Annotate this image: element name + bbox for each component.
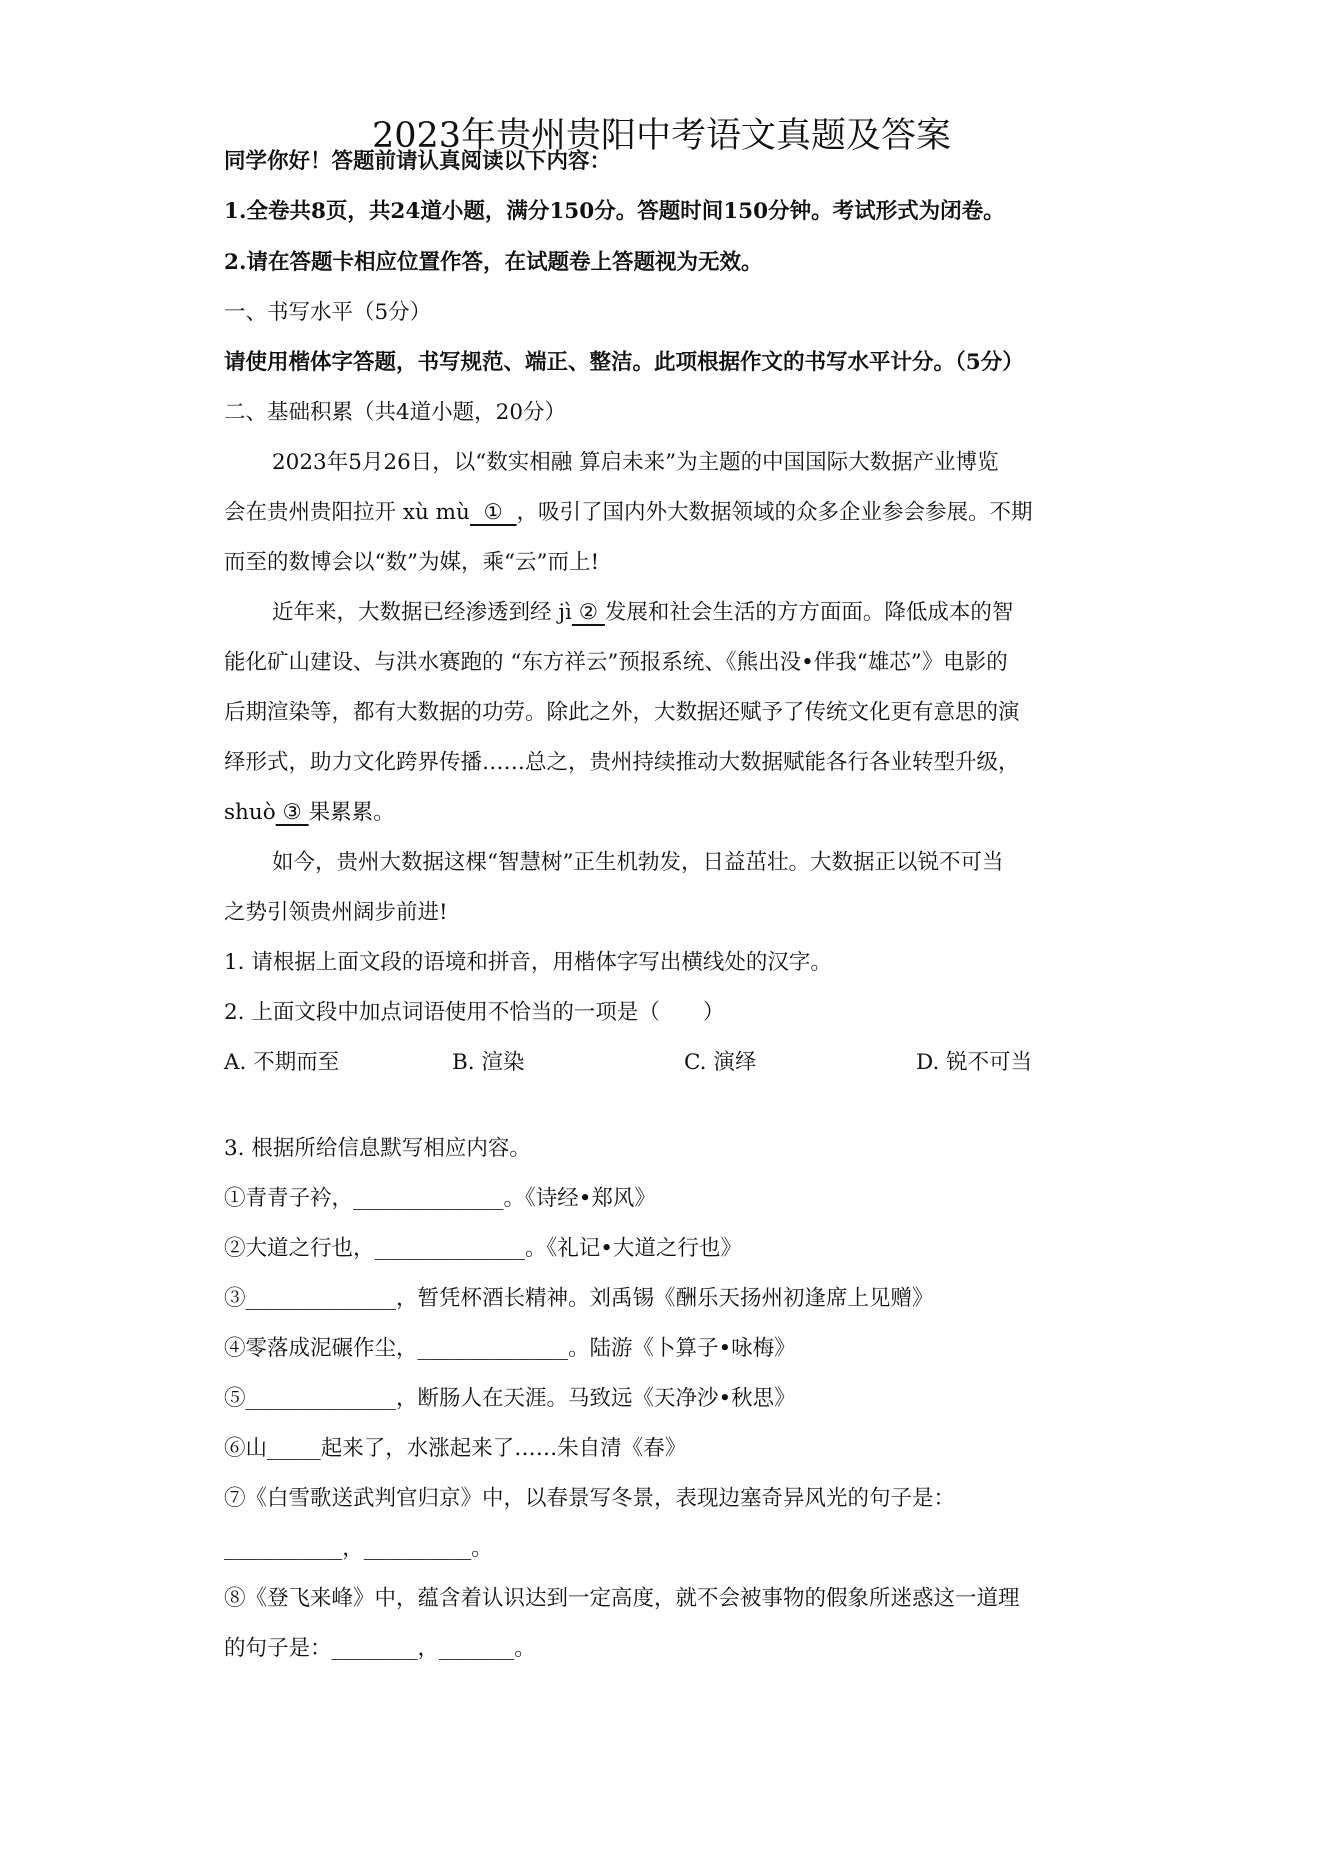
passage-line: 之势引领贵州阔步前进!: [224, 900, 448, 925]
recitation-item: 的句子是：________，_______。: [224, 1636, 536, 1661]
option-a: A. 不期而至: [224, 1050, 340, 1075]
recitation-item: ⑧《登飞来峰》中，蕴含着认识达到一定高度，就不会被事物的假象所迷惑这一道理: [224, 1586, 1020, 1611]
passage-line: 能化矿山建设、与洪水赛跑的 “东方祥云”预报系统、《熊出没•伴我“雄芯”》电影的: [224, 650, 1008, 675]
blank-2: ②: [571, 600, 605, 625]
passage-line: 2023年5月26日，以“数实相融 算启未来”为主题的中国国际大数据产业博览: [272, 450, 999, 475]
passage-text: 会在贵州贵阳拉开 xù mù: [224, 500, 470, 525]
recitation-item: ⑥山_____起来了，水涨起来了……朱自清《春》: [224, 1436, 687, 1461]
passage-line: [272, 597, 1124, 629]
passage-line: 后期渲染等，都有大数据的功劳。除此之外，大数据还赋予了传统文化更有意思的演: [224, 700, 1020, 725]
intro-greeting: 同学你好！答题前请认真阅读以下内容：: [224, 149, 612, 174]
recitation-item: ___________，__________。: [224, 1536, 493, 1561]
question-1: 1. 请根据上面文段的语境和拼音，用楷体字写出横线处的汉字。: [224, 950, 832, 975]
recitation-item: ④零落成泥碾作尘，______________。陆游《卜算子•咏梅》: [224, 1336, 796, 1361]
intro-rule-1: 1.全卷共8页，共24道小题，满分150分。答题时间150分钟。考试形式为闭卷。: [224, 199, 1005, 224]
passage-text: 果累累。: [308, 800, 395, 825]
blank-1: ①: [469, 500, 517, 525]
option-b: B. 渲染: [452, 1050, 525, 1075]
passage-text: shuò: [224, 800, 276, 825]
passage-line: [224, 797, 1124, 829]
section-1-body: 请使用楷体字答题，书写规范、端正、整洁。此项根据作文的书写水平计分。（5分）: [224, 350, 1024, 375]
passage-line: 绎形式，助力文化跨界传播……总之，贵州持续推动大数据赋能各行各业转型升级，: [224, 750, 1020, 775]
passage-text: 发展和社会生活的方方面面。降低成本的智: [604, 600, 1014, 625]
option-c: C. 演绎: [684, 1050, 757, 1075]
passage-text: 近年来，大数据已经渗透到经 jì: [272, 600, 572, 625]
question-3-stem: 3. 根据所给信息默写相应内容。: [224, 1136, 531, 1161]
passage-text: ，吸引了国内外大数据领域的众多企业参会参展。不期: [516, 500, 1033, 525]
question-2-stem: 2. 上面文段中加点词语使用不恰当的一项是（ ）: [224, 1000, 725, 1025]
option-d: D. 锐不可当: [916, 1050, 1033, 1075]
section-1-heading: 一、书写水平（5分）: [224, 300, 432, 325]
recitation-item: ②大道之行也，______________。《礼记•大道之行也》: [224, 1236, 742, 1261]
recitation-item: ⑤______________，断肠人在天涯。马致远《天净沙•秋思》: [224, 1386, 796, 1411]
recitation-item: ⑦《白雪歌送武判官归京》中，以春景写冬景，表现边塞奇异风光的句子是：: [224, 1486, 956, 1511]
intro-rule-2: 2.请在答题卡相应位置作答，在试题卷上答题视为无效。: [224, 250, 763, 275]
passage-line: 而至的数博会以“数”为媒，乘“云”而上!: [224, 550, 600, 575]
document-title: 2023年贵州贵阳中考语文真题及答案: [371, 116, 952, 156]
recitation-item: ①青青子衿，______________。《诗经•郑风》: [224, 1186, 656, 1211]
blank-3: ③: [275, 800, 309, 825]
passage-line: 如今，贵州大数据这棵“智慧树”正生机勃发，日益茁壮。大数据正以锐不可当: [272, 850, 1004, 875]
passage-line: [224, 497, 1124, 529]
section-2-heading: 二、基础积累（共4道小题，20分）: [224, 400, 567, 425]
recitation-item: ③______________，暂凭杯酒长精神。刘禹锡《酬乐天扬州初逢席上见赠》: [224, 1286, 934, 1311]
